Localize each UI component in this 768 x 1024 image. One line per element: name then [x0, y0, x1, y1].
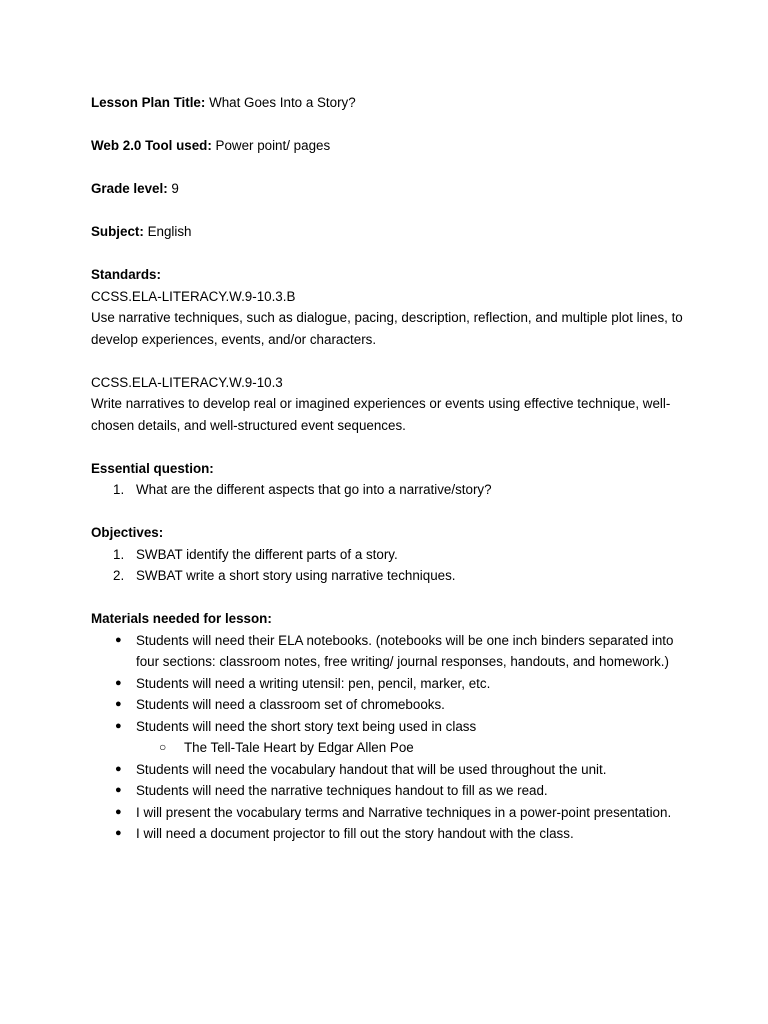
tool-value: Power point/ pages [215, 138, 331, 153]
materials-list [91, 630, 691, 845]
list-item [91, 759, 691, 781]
list-item [91, 716, 691, 738]
list-item-text: SWBAT identify the different parts of a story. [136, 546, 398, 562]
list-item-text: Students will need the narrative techniques handout to fill as we read. [136, 783, 548, 798]
essential-question-list [91, 479, 691, 501]
list-item-text: Students will need the short story text being used in class [136, 718, 477, 734]
grade-label: Grade level: [91, 181, 168, 196]
bullet-icon: ● [115, 784, 122, 796]
list-item-text: Students will need the vocabulary handout that will be used throughout the unit. [136, 761, 607, 777]
list-number: 1. [113, 546, 125, 562]
essential-question-heading: Essential question: [91, 460, 214, 476]
bullet-icon: ● [115, 676, 122, 689]
list-item [91, 630, 691, 673]
list-number: 1. [113, 482, 125, 497]
objectives-list [91, 544, 691, 587]
standard-code: CCSS.ELA-LITERACY.W.9-10.3 [91, 374, 283, 390]
standard-code: CCSS.ELA-LITERACY.W.9-10.3.B [91, 288, 296, 304]
list-item [91, 802, 691, 824]
sub-list-item [91, 737, 691, 759]
list-item [91, 823, 691, 845]
bullet-icon: ● [115, 633, 122, 646]
list-item [91, 544, 691, 566]
grade-line [91, 178, 691, 200]
list-item-text: Students will need a writing utensil: pen, pencil, marker, etc. [136, 675, 491, 691]
lesson-title-value: What Goes Into a Story? [209, 95, 356, 110]
subject-line [91, 221, 691, 243]
grade-value: 9 [171, 181, 179, 196]
list-item [91, 673, 691, 695]
objectives-heading: Objectives: [91, 525, 164, 540]
bullet-icon: ● [115, 698, 122, 710]
lesson-plan-body [91, 92, 691, 845]
standard-text: Write narratives to develop real or imagined experiences or events using effective technique, well-chosen details, and well-structured event sequences. [91, 396, 671, 433]
list-item-text: What are the different aspects that go into a narrative/story? [136, 482, 492, 497]
materials-heading: Materials needed for lesson: [91, 611, 272, 626]
list-item-text: SWBAT write a short story using narrative techniques. [136, 568, 456, 583]
bullet-icon: ● [115, 805, 122, 818]
tool-label: Web 2.0 Tool used: [91, 138, 212, 153]
standard-text: Use narrative techniques, such as dialogue, pacing, description, reflection, and multiple plot lines, to develop experiences, events, and/or characters. [91, 310, 683, 347]
list-item-text: The Tell-Tale Heart by Edgar Allen Poe [184, 740, 414, 755]
list-number: 2. [113, 568, 125, 583]
list-item-text: I will present the vocabulary terms and Narrative techniques in a power-point presentation. [136, 804, 672, 820]
list-item-text: Students will need their ELA notebooks. (notebooks will be one inch binders separated into four sections: classroom notes, free writing/ journal responses, handouts, and homework.) [136, 632, 674, 669]
list-item [91, 565, 691, 587]
list-item-text: I will need a document projector to fill out the story handout with the class. [136, 826, 574, 841]
lesson-title-label: Lesson Plan Title: [91, 95, 206, 110]
lesson-title-line [91, 92, 691, 114]
list-item [91, 479, 691, 501]
bullet-icon: ● [115, 827, 122, 839]
list-item-text: Students will need a classroom set of chromebooks. [136, 697, 445, 712]
list-item [91, 780, 691, 802]
list-item [91, 694, 691, 716]
subject-value: English [147, 224, 192, 239]
tool-line [91, 135, 691, 157]
subject-label: Subject: [91, 224, 144, 239]
standards-heading: Standards: [91, 267, 161, 282]
bullet-icon: ● [115, 719, 122, 732]
bullet-icon: ● [115, 762, 122, 775]
hollow-bullet-icon: ○ [159, 740, 167, 754]
